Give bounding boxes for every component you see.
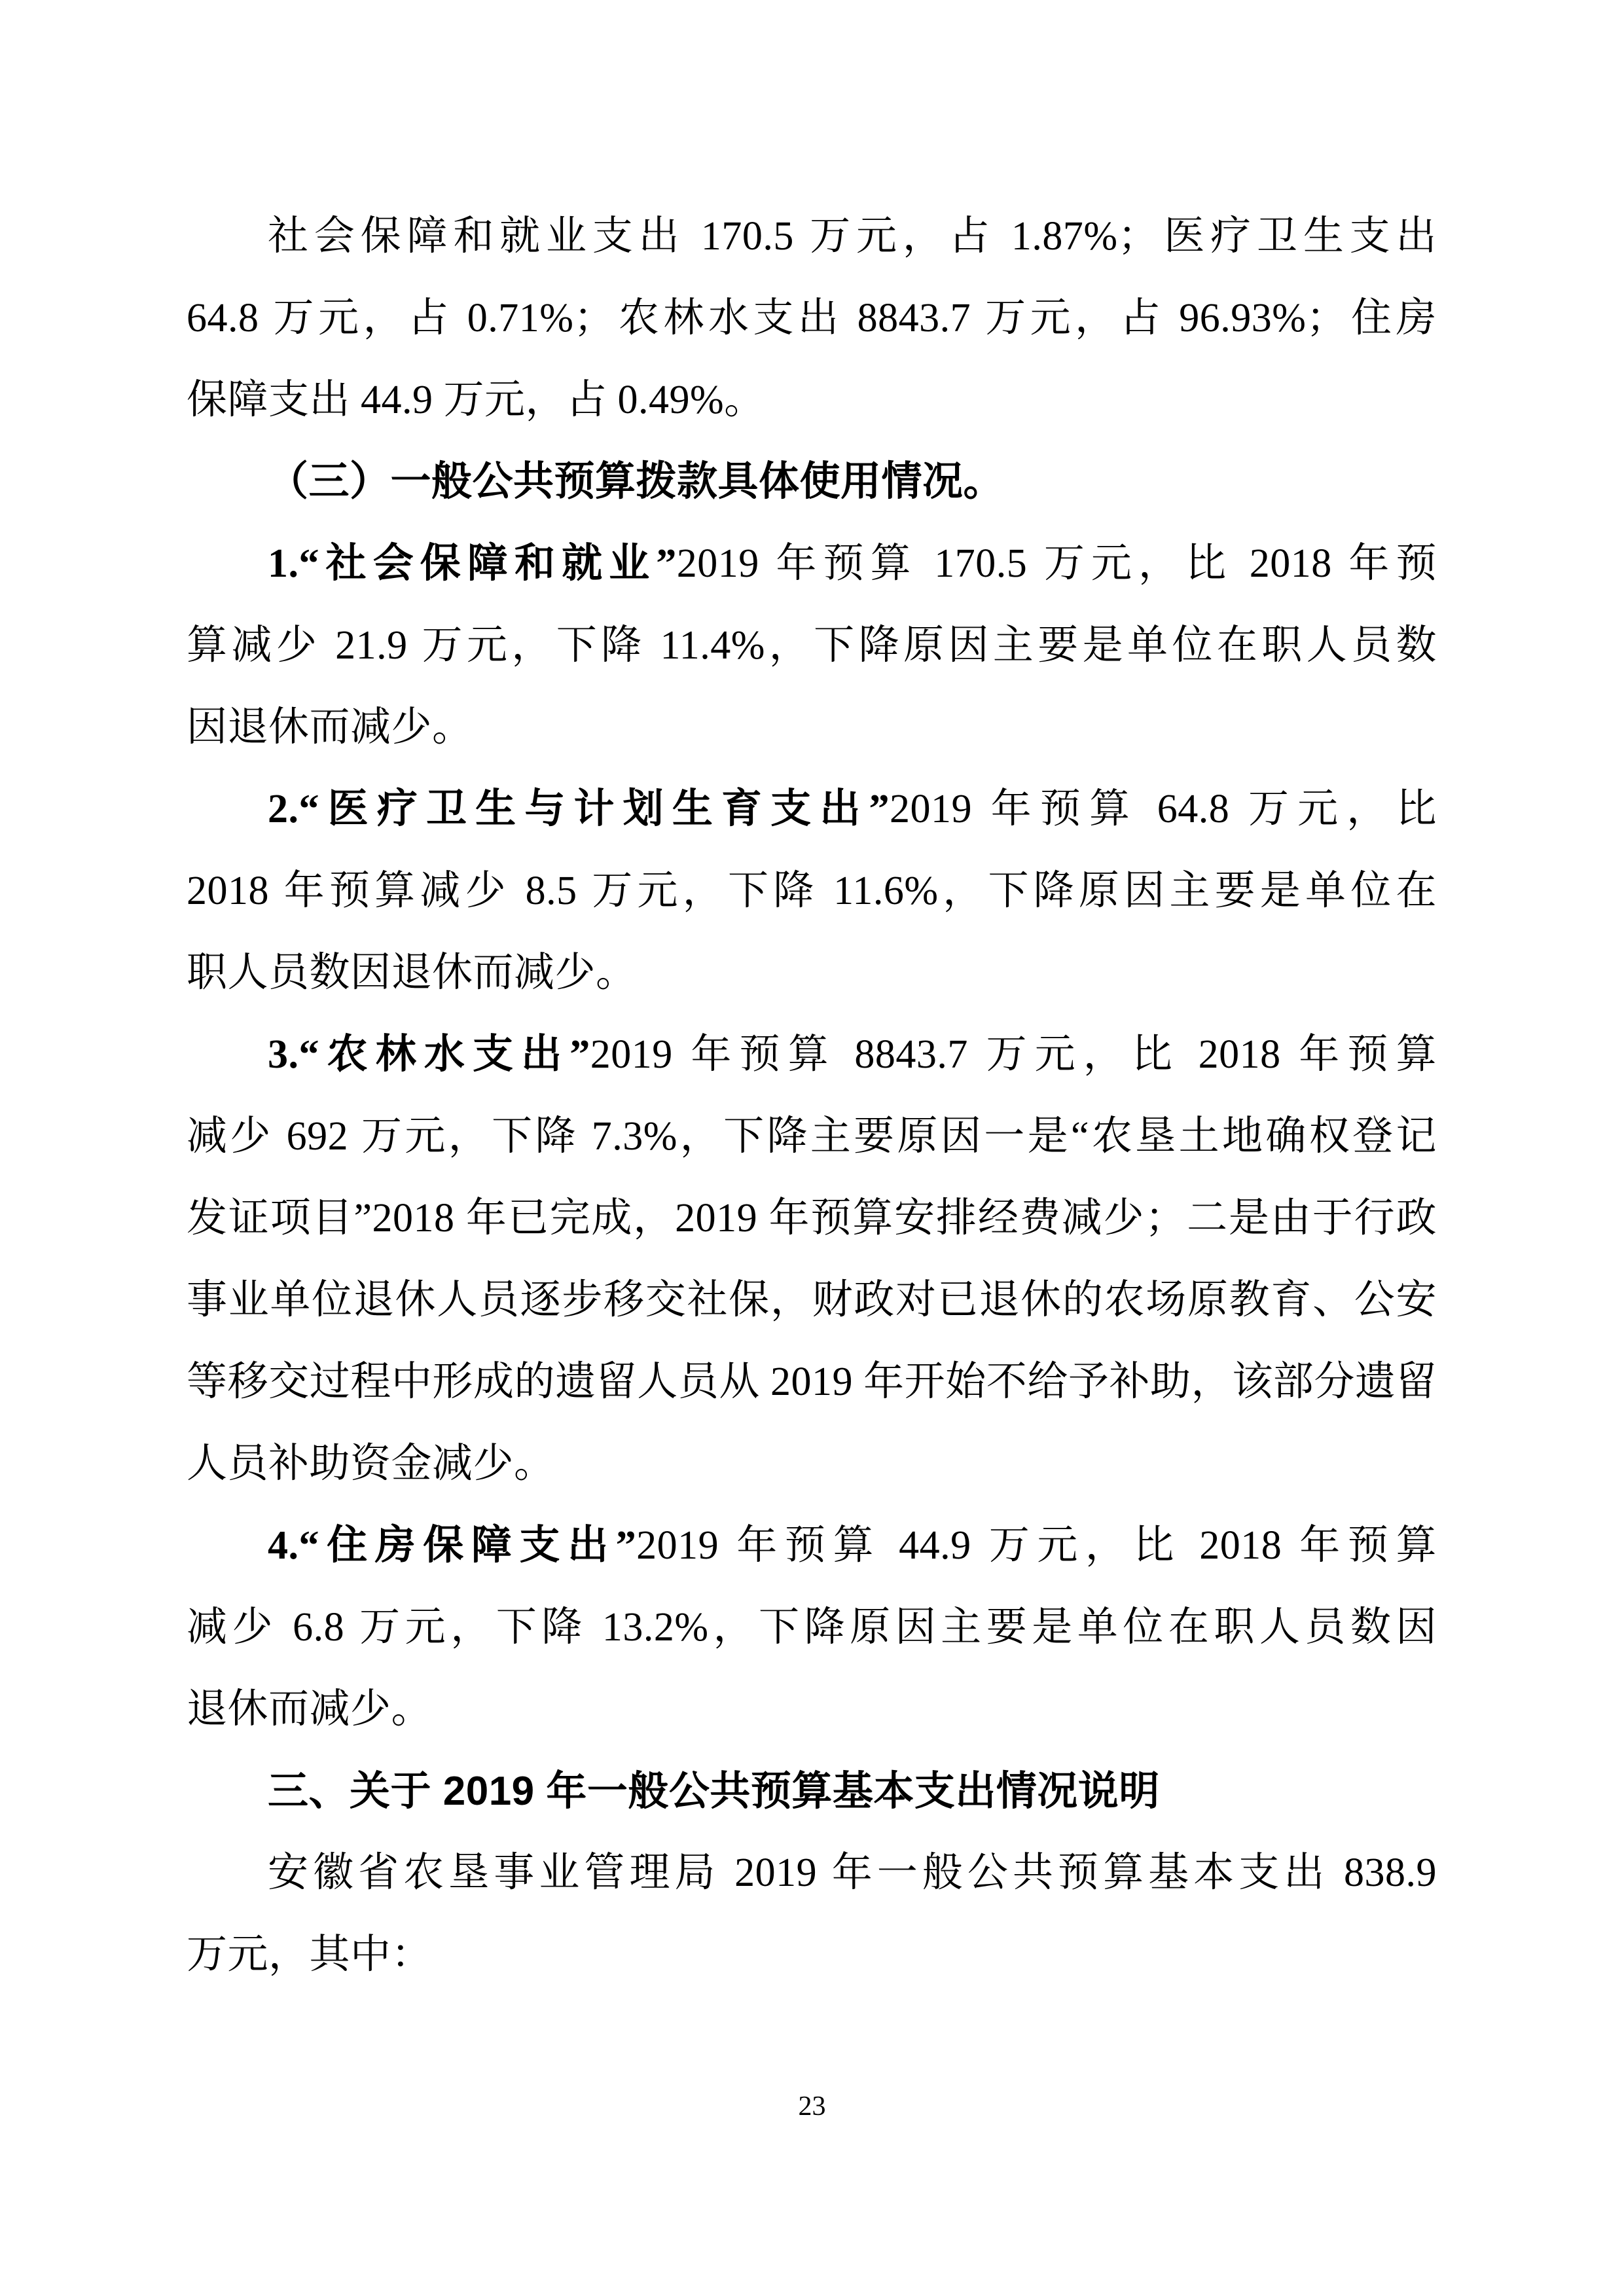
text-segment: 万元，其中： xyxy=(187,1932,433,1977)
text-segment: 2019 年预算 64.8 万元，比 xyxy=(889,787,1437,831)
text-segment: 减少 692 万元，下降 7.3%，下降主要原因一是“农垦土地确权登记 xyxy=(187,1114,1437,1159)
text-segment: 2019 年预算 44.9 万元，比 2018 年预算 xyxy=(636,1523,1437,1568)
item-2-health-line-1 xyxy=(187,768,1437,850)
section-three-heading-line-1 xyxy=(187,1750,1437,1832)
text-segment: 算减少 21.9 万元，下降 11.4%，下降原因主要是单位在职人员数 xyxy=(187,623,1437,668)
text-segment: 事业单位退休人员逐步移交社保，财政对已退休的农场原教育、公安 xyxy=(187,1278,1437,1322)
item-3-agriculture-forestry-water-line-4 xyxy=(187,1259,1437,1341)
text-segment: 因退休而减少。 xyxy=(187,705,473,750)
item-4-housing-line-2 xyxy=(187,1587,1437,1669)
text-segment: 人员补助资金减少。 xyxy=(187,1441,555,1486)
text-segment: 等移交过程中形成的遗留人员从 2019 年开始不给予补助，该部分遗留 xyxy=(187,1360,1437,1404)
bold-text-segment: 2.“医疗卫生与计划生育支出” xyxy=(268,787,890,831)
budget-allocation-summary-line-3 xyxy=(187,359,1437,441)
text-segment: 社会保障和就业支出 170.5 万元，占 1.87%；医疗卫生支出 xyxy=(268,214,1437,259)
item-1-social-security-line-3 xyxy=(187,687,1437,768)
item-1-social-security-line-2 xyxy=(187,605,1437,687)
section-3-heading-line-1 xyxy=(187,441,1437,523)
item-3-agriculture-forestry-water-line-5 xyxy=(187,1341,1437,1423)
bold-text-segment: 4.“住房保障支出” xyxy=(268,1523,637,1568)
item-4-housing-line-3 xyxy=(187,1669,1437,1750)
text-segment: 2018 年预算减少 8.5 万元，下降 11.6%，下降原因主要是单位在 xyxy=(187,869,1437,913)
text-segment: 发证项目”2018 年已完成，2019 年预算安排经费减少；二是由于行政 xyxy=(187,1196,1437,1240)
item-3-agriculture-forestry-water-line-3 xyxy=(187,1178,1437,1259)
item-2-health-line-2 xyxy=(187,850,1437,932)
budget-allocation-summary-line-2 xyxy=(187,278,1437,359)
bold-text-segment: 1.“社会保障和就业” xyxy=(268,541,677,586)
bold-text-segment: （三）一般公共预算拨款具体使用情况。 xyxy=(268,460,1005,504)
document-content xyxy=(187,196,1437,1996)
text-segment: 保障支出 44.9 万元，占 0.49%。 xyxy=(187,378,765,422)
text-segment: 2019 年预算 8843.7 万元，比 2018 年预算 xyxy=(590,1032,1437,1077)
text-segment: 退休而减少。 xyxy=(187,1687,433,1731)
text-segment: 64.8 万元，占 0.71%；农林水支出 8843.7 万元，占 96.93%；住房 xyxy=(187,296,1437,340)
text-segment: 减少 6.8 万元，下降 13.2%，下降原因主要是单位在职人员数因 xyxy=(187,1605,1437,1650)
basic-expenditure-intro-line-2 xyxy=(187,1914,1437,1996)
basic-expenditure-intro-line-1 xyxy=(187,1832,1437,1914)
item-2-health-line-3 xyxy=(187,932,1437,1014)
text-segment: 安徽省农垦事业管理局 2019 年一般公共预算基本支出 838.9 xyxy=(268,1851,1437,1895)
item-3-agriculture-forestry-water-line-6 xyxy=(187,1423,1437,1505)
bold-text-segment: 3.“农林水支出” xyxy=(268,1032,590,1077)
bold-text-segment: 三、关于 2019 年一般公共预算基本支出情况说明 xyxy=(268,1769,1160,1814)
item-3-agriculture-forestry-water-line-2 xyxy=(187,1096,1437,1178)
item-3-agriculture-forestry-water-line-1 xyxy=(187,1014,1437,1096)
item-4-housing-line-1 xyxy=(187,1505,1437,1587)
budget-allocation-summary-line-1 xyxy=(187,196,1437,278)
text-segment: 职人员数因退休而减少。 xyxy=(187,950,637,995)
page-number: 23 xyxy=(798,2091,826,2122)
text-segment: 2019 年预算 170.5 万元，比 2018 年预 xyxy=(676,541,1437,586)
item-1-social-security-line-1 xyxy=(187,523,1437,605)
